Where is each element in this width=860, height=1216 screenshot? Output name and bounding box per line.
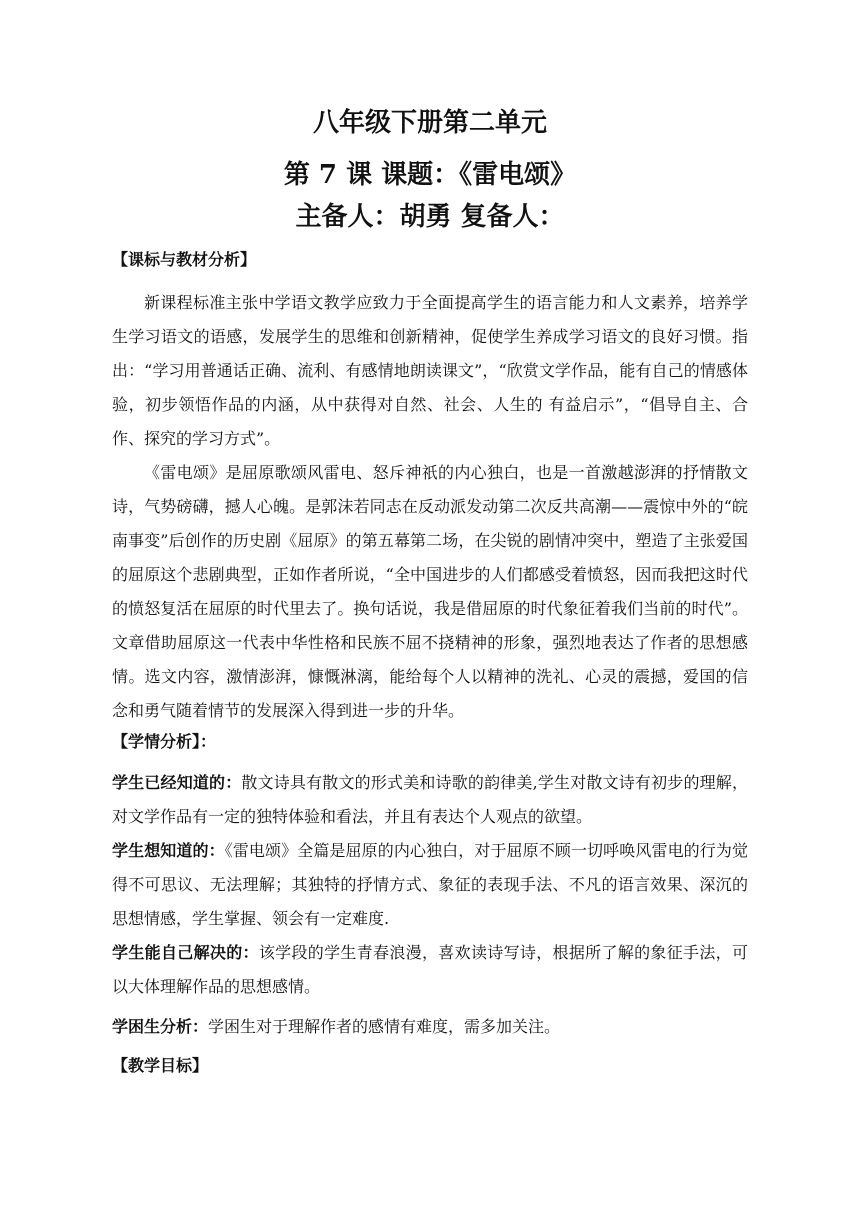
unit-title: 八年级下册第二单元 bbox=[312, 108, 547, 138]
known-label: 学生已经知道的： bbox=[112, 773, 242, 792]
want-paragraph bbox=[112, 834, 748, 936]
known-paragraph bbox=[112, 766, 748, 834]
learner-analysis-heading: 【学情分析】： bbox=[112, 732, 217, 751]
lesson-title: 第 7 课 课题：《雷电颂》 bbox=[283, 160, 577, 190]
solve-paragraph bbox=[112, 936, 748, 1004]
struggle-text: 学困生对于理解作者的感情有难度，需多加关注。 bbox=[208, 1017, 561, 1036]
want-label: 学生想知道的： bbox=[112, 841, 225, 860]
solve-label: 学生能自己解决的： bbox=[112, 943, 259, 962]
curriculum-heading: 【课标与教材分析】 bbox=[112, 250, 257, 269]
curriculum-paragraph-1: 新课程标准主张中学语文教学应致力于全面提高学生的语言能力和人文素养，培养学生学习语文的语感，发展学生的思维和创新精神，促使学生养成学习语文的良好习惯。指出：“学习用普通话正确、流利、有感情地朗读课文”，“欣赏文学作品，能有自己的情感体验，初步领悟作品的内涵，从中获得对自然、社会、人生的 有益启示”，“倡导自主、合作、探究的学习方式”。 bbox=[112, 293, 748, 448]
known-text: 散文诗具有散文的形式美和诗歌的韵律美,学生对散文诗有初步的理解，对文学作品有一定的独特体验和看法，并且有表达个人观点的欲望。 bbox=[112, 773, 748, 826]
solve-text: 该学段的学生青春浪漫，喜欢读诗写诗，根据所了解的象征手法，可以大体理解作品的思想感情。 bbox=[112, 943, 748, 996]
curriculum-paragraph-2: 《雷电颂》是屈原歌颂风雷电、怒斥神祇的内心独白，也是一首激越澎湃的抒情散文诗，气势磅礴，撼人心魄。是郭沫若同志在反动派发动第二次反共高潮——震惊中外的“皖南事变”后创作的历史剧《屈原》的第五幕第二场，在尖锐的剧情冲突中，塑造了主张爱国的屈原这个悲剧典型，正如作者所说，“全中国进步的人们都感受着愤怒，因而我把这时代的愤怒复活在屈原的时代里去了。换句话说，我是借屈原的时代象征着我们当前的时代”。文章借助屈原这一代表中华性格和民族不屈不挠精神的形象，强烈地表达了作者的思想感情。选文内容，激情澎湃，慷慨淋漓，能给每个人以精神的洗礼、心灵的震撼，爱国的信念和勇气随着情节的发展深入得到进一步的升华。 bbox=[112, 463, 748, 720]
preparer-line: 主备人：胡勇 复备人： bbox=[295, 202, 565, 232]
objectives-heading: 【教学目标】 bbox=[112, 1056, 209, 1075]
want-text: 《雷电颂》全篇是屈原的内心独白，对于屈原不顾一切呼唤风雷电的行为觉得不可思议、无法理解；其独特的抒情方式、象征的表现手法、不凡的语言效果、深沉的思想情感，学生掌握、领会有一定难度. bbox=[112, 841, 748, 928]
struggle-label: 学困生分析： bbox=[112, 1017, 209, 1036]
struggle-paragraph bbox=[112, 1010, 748, 1044]
